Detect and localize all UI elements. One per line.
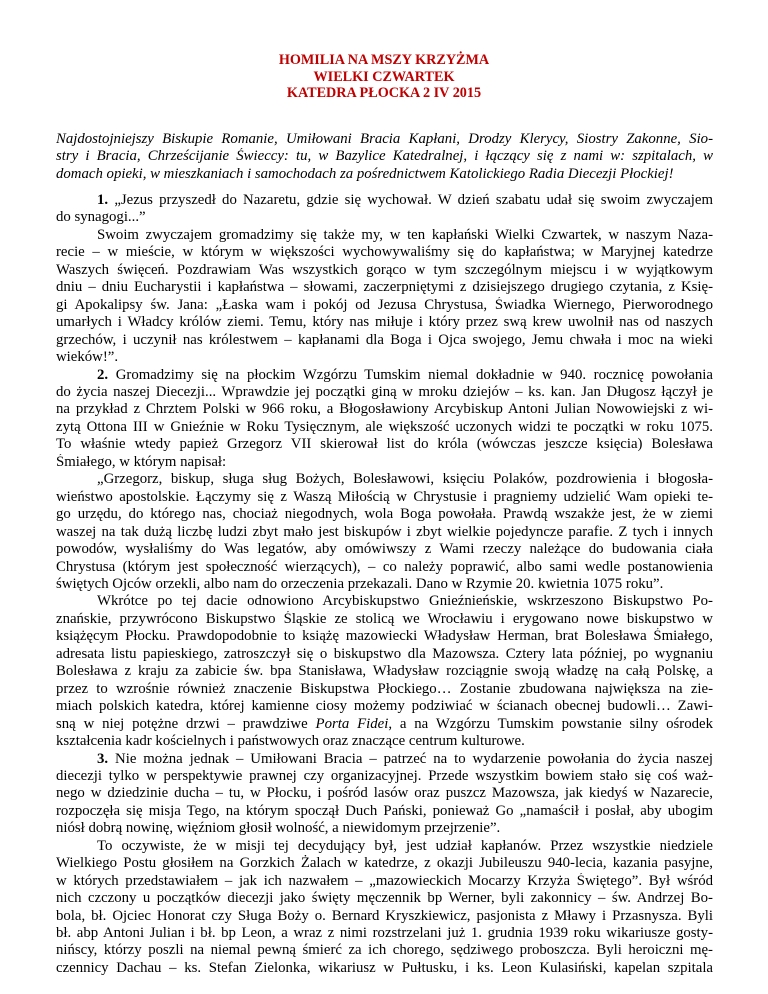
greeting-line: stry i Bracia, Chrześcijanie Świeccy: tu, w Bazylice Katedralnej, i łączący się z nami w: szpitalach, w <box>56 148 713 165</box>
body-line <box>56 506 713 523</box>
body-line <box>56 489 713 506</box>
body-line <box>56 820 713 837</box>
body-line <box>56 925 713 942</box>
line-text: książęcym Płocku. Prawdopodobnie to książę mazowiecki Władysław Herman, brat Bolesława Śmiałego, <box>56 628 713 645</box>
line-text: nego w dziedzinie ducha – tu, w Płocku, i pośród lasów oraz puszcz Mazowsza, jak kiedyś w Nazarecie, <box>56 785 713 802</box>
body-line <box>56 297 713 314</box>
body-line <box>56 471 713 488</box>
line-text: przez to wzrośnie również znaczenie Biskupstwa Płockiego… Zostanie zbudowana największa na zie- <box>56 680 713 697</box>
body-line <box>56 908 713 925</box>
body-line <box>56 436 713 453</box>
line-text: świętych Ojców orzekli, albo nam do orzeczenia przekazali. Dano w Rzymie 20. kwietnia 1075 roku”. <box>56 575 664 592</box>
body-line <box>56 559 713 576</box>
line-text: dniu – dniu Eucharystii i kapłaństwa – słowami, zaczerpniętymi z dzisiejszego drugiego czytania, z Księ- <box>56 279 713 296</box>
title-line-3: KATEDRA PŁOCKA 2 IV 2015 <box>286 85 482 101</box>
homily-title <box>0 52 768 102</box>
body-line <box>56 209 713 226</box>
section-number: 2. <box>97 366 109 383</box>
body-line <box>56 576 713 593</box>
body-line <box>56 838 713 855</box>
section-number: 3. <box>97 750 109 767</box>
line-text: gi Apokalipsy św. Jana: „Łaska wam i pokój od Jezusa Chrystusa, Świadka Wiernego, Pierworodnego <box>56 296 713 313</box>
line-text: znańskie, przywrócono Biskupstwo Śląskie ze stolicą we Wrocławiu i erygowano nowe biskupstwo w <box>56 610 713 627</box>
body-line <box>56 768 713 785</box>
line-text: Nie można jednak – Umiłowani Bracia – patrzeć na to wydarzenie powołania do życia naszej <box>108 750 713 767</box>
section-number: 1. <box>97 192 109 208</box>
line-text: na przykład z Chrztem Polski w 966 roku, a Błogosławiony Arcybiskup Antoni Julian Nowowiejski z wi- <box>56 401 713 418</box>
body-line <box>56 681 713 698</box>
body-line <box>56 873 713 890</box>
homily-body <box>56 192 713 977</box>
body-line <box>56 279 713 296</box>
body-line <box>56 960 713 977</box>
body-line <box>56 524 713 541</box>
body-line <box>56 611 713 628</box>
body-line <box>56 663 713 680</box>
body-line <box>56 890 713 907</box>
line-text: powodów, wysłaliśmy do Was legatów, aby omówiwszy z Wami rzeczy należące do budowania ciała <box>56 541 713 558</box>
line-text: Śmiałego, w którym napisał: <box>56 453 227 470</box>
line-text: Bolesława z kraju za zabicie św. bpa Stanisława, Władysław rozciągnie swoją władzę na całą Polskę, a <box>56 663 713 680</box>
line-text: czennicy Dachau – ks. Stefan Zielonka, wikariusz w Pułtusku, i ks. Leon Kulasiński, kapelan szpitala <box>56 959 713 976</box>
title-line-1: HOMILIA NA MSZY KRZYŻMA <box>278 52 490 68</box>
line-text: Gromadzimy się na płockim Wzgórzu Tumskim niemal dokładnie w 940. rocznicę powołania <box>108 366 713 383</box>
body-line <box>56 227 713 244</box>
line-text: do synagogi...” <box>56 209 146 226</box>
line-text: Wielkiego Postu głosiłem na Gorzkich Żalach w katedrze, z okazji Jubileuszu 940-lecia, kazania pasyjne, <box>56 855 713 872</box>
line-text: do życia naszej Diecezji... Wprawdzie jej początki giną w mroku dziejów – ks. kan. Jan Długosz łączył je <box>56 383 713 400</box>
body-line <box>56 454 713 471</box>
line-text: To właśnie wtedy papież Grzegorz VII skierował list do króla (wówczas jeszcze księcia) Bolesława <box>56 436 713 453</box>
body-line <box>56 646 713 663</box>
line-text: umarłych i Władcy królów ziemi. Temu, który nas miłuje i który przez swą krew uwolnił nas od naszych <box>56 314 713 331</box>
body-line <box>56 262 713 279</box>
line-text: To oczywiste, że w misji tej decydujący był, jest udział kapłanów. Przez wszystkie niedziele <box>97 837 713 854</box>
line-text: adresata listu papieskiego, zatroszczył się o biskupstwo dla Mazowsza. Cztery lata później, po wygnaniu <box>56 645 713 662</box>
line-text: Waszych święceń. Pozdrawiam Was wszystkich gorąco w tym szczególnym miejscu i w wyjątkowym <box>56 261 713 278</box>
line-text: kształcenia kadr kościelnych i państwowych oraz znaczące centrum kulturowe. <box>56 733 525 750</box>
body-line <box>56 803 713 820</box>
line-text: diecezji tylko w perspektywie prawnej czy organizacyjnej. Przede wszystkim bowiem stało się coś waż- <box>56 767 713 784</box>
body-line <box>56 332 713 349</box>
greeting-line: domach opieki, w mieszkaniach i samochodach za pośrednictwem Katolickiego Radia Diecezji Płockiej! <box>56 165 674 182</box>
line-text: wieństwo apostolskie. Łączymy się z Waszą Miłością w Chrystusie i pragniemy udzielić Wam opieki te- <box>56 488 713 505</box>
body-line <box>56 349 713 366</box>
body-line <box>56 733 713 750</box>
body-line <box>56 855 713 872</box>
line-text: w których przedstawiałem – jak ich nazwałem – „mazowieckich Mocarzy Krzyża Świętego”. Był wśród <box>56 872 713 889</box>
line-text: nich czczony u początków diecezji jako święty męczennik bp Werner, byli zakonnicy – św. Andrzej Bo- <box>56 890 713 907</box>
body-line <box>56 192 713 209</box>
body-line <box>56 751 713 768</box>
line-text: bł. abp Antoni Julian i bł. bp Leon, a wraz z nimi rozstrzelani już 1. grudnia 1939 roku wikariusze gosty- <box>56 925 713 942</box>
line-text: sną w niej potężne drzwi – prawdziwe <box>56 715 316 732</box>
line-text: „Grzegorz, biskup, sługa sług Bożych, Bolesławowi, księciu Polaków, pozdrowienia i błogosła- <box>97 471 713 488</box>
body-line <box>56 593 713 610</box>
body-line <box>56 419 713 436</box>
line-text: zytą Ottona III w Gnieźnie w Roku Tysięcznym, ale większość uczonych widzi te początki w roku 1075. <box>56 418 713 435</box>
italic-phrase: Porta Fidei <box>315 715 389 732</box>
body-line <box>56 716 713 733</box>
line-text: Swoim zwyczajem gromadzimy się także my, w ten kapłański Wielki Czwartek, w naszym Naza- <box>97 226 713 243</box>
line-text: nińscy, którzy poszli na niemal pewną śmierć za ich chorego, sędziwego proboszcza. Byli heroiczni mę- <box>56 942 713 959</box>
body-line <box>56 367 713 384</box>
greeting-paragraph <box>56 131 713 183</box>
body-line <box>56 401 713 418</box>
line-text: „Jezus przyszedł do Nazaretu, gdzie się wychował. W dzień szabatu udał się swoim zwyczajem <box>108 192 713 208</box>
line-text: grzechów, i uczynił nas królestwem – kapłanami dla Boga i Ojca swojego, Jemu chwała i moc na wieki <box>56 331 713 348</box>
body-line <box>56 698 713 715</box>
body-line <box>56 314 713 331</box>
line-text: rozpoczęła się misja Tego, na którym spoczął Duch Pański, ponieważ Go „namaścił i posłał, aby ubogim <box>56 802 713 819</box>
line-text: waszej na tak dużą liczbę ludzi zbyt mało jest biskupów i zbyt wielkie pojedyncze parafie. Z tych i innych <box>56 523 713 540</box>
line-text: Wkrótce po tej dacie odnowiono Arcybiskupstwo Gnieźnieńskie, wskrzeszono Biskupstwo Po- <box>97 593 713 610</box>
title-line-2: WIELKI CZWARTEK <box>313 68 455 85</box>
line-text: go urzędu, do którego nas, chociaż niegodnych, wola Boga powołała. Prawdą wszakże jest, że w ziemi <box>56 506 713 523</box>
line-text: wieków!”. <box>56 349 119 366</box>
body-line <box>56 244 713 261</box>
line-text-after: , a na Wzgórzu Tumskim powstanie silny ośrodek <box>388 715 713 732</box>
greeting-line: Najdostojniejszy Biskupie Romanie, Umiłowani Bracia Kapłani, Drodzy Klerycy, Siostry Zakonne, Sio- <box>56 131 713 147</box>
line-text: recie – w mieście, w którym w większości wychowywaliśmy się do kapłaństwa; w Maryjnej katedrze <box>56 244 713 261</box>
body-line <box>56 384 713 401</box>
line-text: miach polskich katedra, której kamienne ciosy możemy podziwiać w ścianach obecnej budowli… Zawi- <box>56 698 713 715</box>
body-line <box>56 628 713 645</box>
body-line <box>56 942 713 959</box>
line-text: bola, bł. Ojciec Honorat czy Sługa Boży o. Bernard Kryszkiewicz, pasjonista z Mławy i Przasnysza. Byli <box>56 907 713 924</box>
body-line <box>56 541 713 558</box>
line-text: niósł dobrą nowinę, więźniom głosił wolność, a niewidomym przejrzenie”. <box>56 820 501 837</box>
body-line <box>56 785 713 802</box>
line-text: Chrystusa (którym jest społeczność wierzących), – co należy poprawić, albo sami wedle postanowienia <box>56 558 713 575</box>
